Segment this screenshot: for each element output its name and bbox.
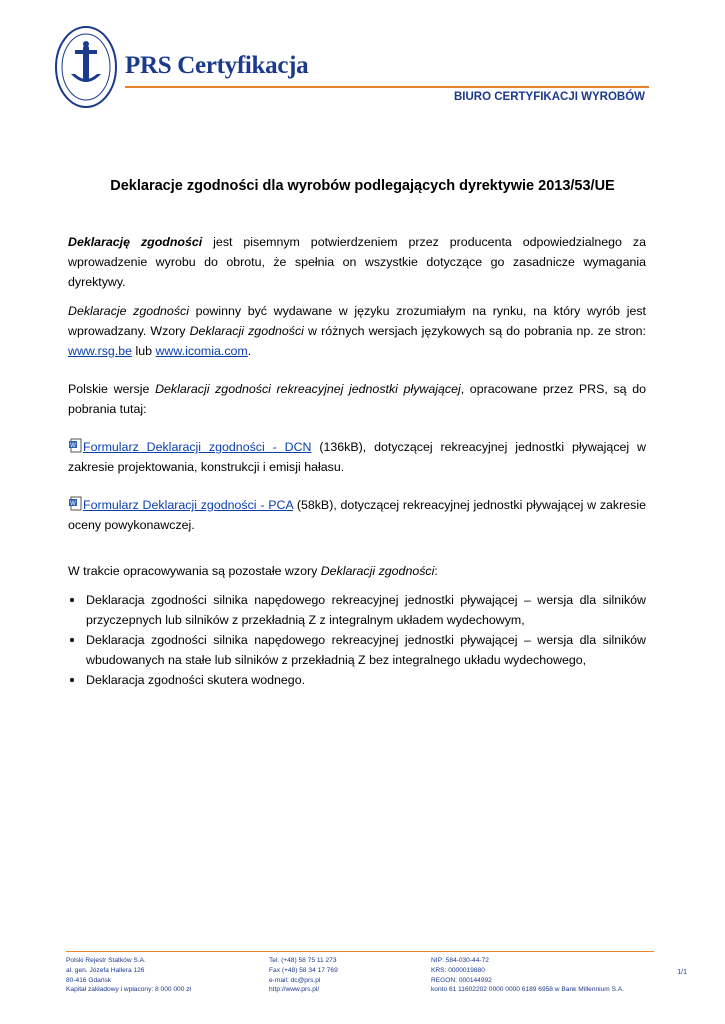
svg-text:W: W xyxy=(70,501,76,507)
department-label: BIURO CERTYFIKACJI WYROBÓW xyxy=(453,91,645,103)
list-item: Deklaracja zgodności silnika napędowego rekreacyjnej jednostki pływającej – wersja dla silników wbudowanych na stałe lub silników z przekładnią Z bez integralnego układu wydechowego, xyxy=(68,630,646,670)
footer-company: Polski Rejestr Statków S.A. al. gen. Józefa Hallera 126 80-416 Gdańsk Kapitał zakładowy i wpłacony: 8 000 000 zł xyxy=(66,957,191,994)
paragraph-definition: Deklarację zgodności jest pisemnym potwierdzeniem przez producenta odpowiedzialnego za wprowadzenie wyrobu do obrotu, że spełnia on wszystkie dotyczące go zasadnicze wymagania dyrektywy. xyxy=(68,235,646,289)
footer-divider xyxy=(66,951,654,952)
link-icomia[interactable]: www.icomia.com xyxy=(155,344,248,358)
download-item-pca: W Formularz Deklaracji zgodności - PCA (58kB), dotyczącej rekreacyjnej jednostki pływającej w zakresie oceny powykonawczej. xyxy=(68,498,646,532)
list-item: Deklaracja zgodności silnika napędowego rekreacyjnej jednostki pływającej – wersja dla silników przyczepnych lub silników z przekładnią Z z integralnym układem wydechowym, xyxy=(68,590,646,630)
link-rsg[interactable]: www.rsg.be xyxy=(68,344,133,358)
footer-contact: Tel. (+48) 58 75 11 273 Fax (+48) 58 34 17 769 e-mail: dc@prs.pl http://www.prs.pl/ xyxy=(269,957,338,994)
header-divider xyxy=(125,86,649,88)
page-number: 1/1 xyxy=(677,969,687,976)
logo-text: PRS Certyfikacja xyxy=(125,52,309,79)
prs-seal-logo-icon xyxy=(53,24,119,110)
svg-text:W: W xyxy=(70,443,76,449)
footer-registration: NIP: 584-030-44-72 KRS: 0000019880 REGON: 000144992 konto 61 11602202 0000 0000 6189 6958 w Bank Millennium S.A. xyxy=(431,957,625,994)
word-document-icon xyxy=(68,438,82,453)
paragraph-languages: Deklaracje zgodności powinny być wydawane w języku zrozumiałym na rynku, na który wyrób jest wprowadzany. Wzory Deklaracji zgodności w różnych wersjach językowych są do pobrania np. ze stron: www.rsg.be lub www.icomia.com. xyxy=(68,304,646,358)
paragraph-in-progress: W trakcie opracowywania są pozostałe wzory Deklaracji zgodności: xyxy=(68,564,438,578)
list-item: Deklaracja zgodności skutera wodnego. xyxy=(68,670,646,690)
term-emphasis: Deklarację zgodności xyxy=(68,235,203,249)
download-link-dcn[interactable]: Formularz Deklaracji zgodności - DCN xyxy=(83,440,312,454)
download-item-dcn: W Formularz Deklaracji zgodności - DCN (136kB), dotyczącej rekreacyjnej jednostki pływającej w zakresie projektowania, konstrukcji i emisji hałasu. xyxy=(68,440,646,474)
document-body xyxy=(68,232,646,690)
paragraph-polish-versions: Polskie wersje Deklaracji zgodności rekreacyjnej jednostki pływającej, opracowane przez PRS, są do pobrania tutaj: xyxy=(68,382,647,416)
word-document-icon xyxy=(68,496,82,511)
pending-forms-list xyxy=(68,590,646,690)
page-title: Deklaracje zgodności dla wyrobów podlegających dyrektywie 2013/53/UE xyxy=(110,178,615,194)
download-link-pca[interactable]: Formularz Deklaracji zgodności - PCA xyxy=(83,498,294,512)
